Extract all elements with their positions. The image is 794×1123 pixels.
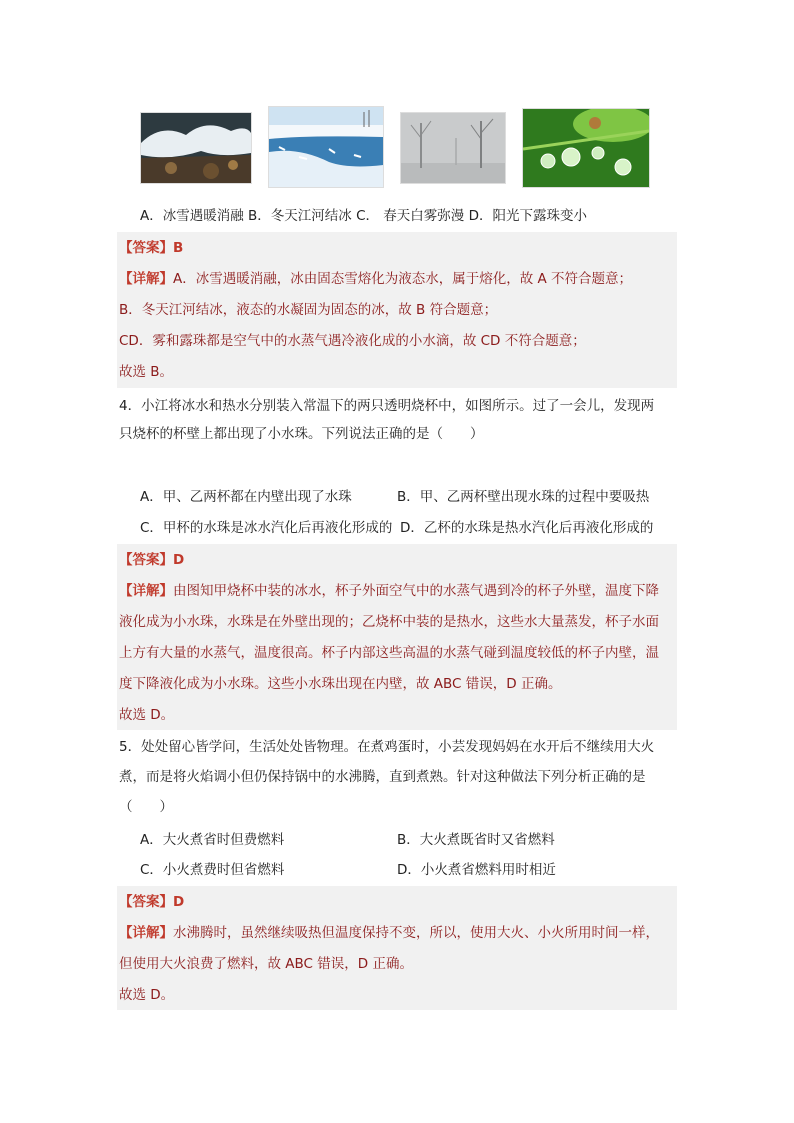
answer-value: D [173,552,185,568]
answer-line [119,550,184,570]
q5-option-b: B．大火煮既省时又省燃料 [397,832,555,848]
detail-line: 度下降液化成为小水珠。这些小水珠出现在内壁，故 ABC 错误，D 正确。 [119,676,562,692]
frozen-river-image [268,106,384,188]
q4-option-d: D．乙杯的水珠是热水汽化后再液化形成的 [400,520,654,536]
detail-line: B．冬天江河结冰，液态的水凝固为固态的冰，故 B 符合题意； [119,302,498,318]
q5-stem-line: 煮，而是将火焰调小但仍保持锅中的水沸腾，直到煮熟。针对这种做法下列分析正确的是 [119,769,646,785]
q3-options: A．冰雪遇暖消融 B．冬天江河结冰 C． 春天白雾弥漫 D．阳光下露珠变小 [140,208,587,224]
q5-option-a: A．大火煮省时但费燃料 [140,832,285,848]
dew-drops-snail-image [522,108,650,188]
q5-answer-block [117,886,677,1010]
detail-line: 【详解】A．冰雪遇暖消融，冰由固态雪熔化为液态水，属于熔化，故 A 不符合题意； [119,271,633,287]
q3-answer-block [117,232,677,388]
detail-line: 但使用大火浪费了燃料，故 ABC 错误，D 正确。 [119,956,413,972]
detail-line: CD．雾和露珠都是空气中的水蒸气遇冷液化成的小水滴，故 CD 不符合题意； [119,333,586,349]
answer-value: B [173,240,184,256]
melting-snow-image [140,112,252,184]
q4-option-c: C．甲杯的水珠是冰水汽化后再液化形成的 [140,520,393,536]
detail-tag: 【详解】 [119,583,173,599]
detail-line: 故选 D。 [119,987,175,1003]
detail-tag: 【详解】 [119,925,173,941]
fog-trees-image [400,112,506,184]
detail-line: 【详解】由图知甲烧杯中装的冰水，杯子外面空气中的水蒸气遇到冷的杯子外壁，温度下降 [119,583,659,599]
answer-tag: 【答案】 [119,894,173,910]
q4-option-b: B．甲、乙两杯壁出现水珠的过程中要吸热 [397,489,650,505]
q5-stem-line: （ ） [119,799,173,815]
answer-value: D [173,894,185,910]
q4-option-a: A．甲、乙两杯都在内壁出现了水珠 [140,489,352,505]
detail-line: 液化成为小水珠，水珠是在外壁出现的；乙烧杯中装的是热水，这些水大量蒸发，杯子水面 [119,614,659,630]
q5-stem-line: 5．处处留心皆学问，生活处处皆物理。在煮鸡蛋时，小芸发现妈妈在水开后不继续用大火 [119,739,655,755]
answer-tag: 【答案】 [119,552,173,568]
q4-stem-line: 4．小江将冰水和热水分别装入常温下的两只透明烧杯中，如图所示。过了一会儿，发现两 [119,398,655,414]
q4-answer-block [117,544,677,730]
answer-line [119,238,183,258]
detail-line: 【详解】水沸腾时，虽然继续吸热但温度保持不变，所以，使用大火、小火所用时间一样， [119,925,659,941]
detail-line: 上方有大量的水蒸气，温度很高。杯子内部这些高温的水蒸气碰到温度较低的杯子内壁，温 [119,645,659,661]
detail-line: 故选 B。 [119,364,174,380]
answer-line [119,892,184,912]
answer-tag: 【答案】 [119,240,173,256]
q5-option-c: C．小火煮费时但省燃料 [140,862,285,878]
detail-line: 故选 D。 [119,707,175,723]
detail-tag: 【详解】 [119,271,173,287]
q5-option-d: D．小火煮省燃料用时相近 [397,862,556,878]
q4-stem-line: 只烧杯的杯壁上都出现了小水珠。下列说法正确的是（ ） [119,426,484,442]
